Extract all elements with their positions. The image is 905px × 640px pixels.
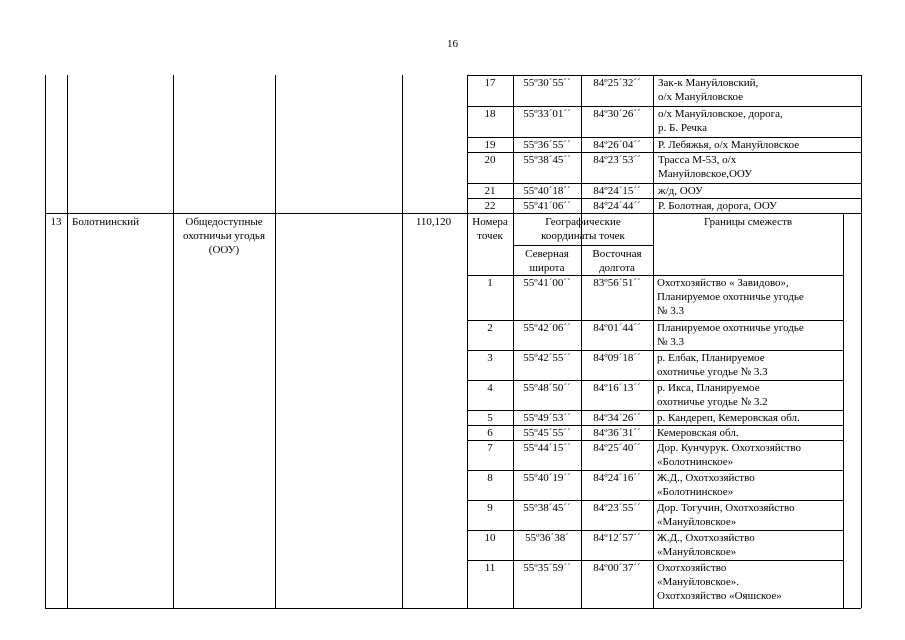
longitude: 84º34´26´´ <box>593 412 641 424</box>
column-rule-empty <box>275 75 276 608</box>
point-number: 7 <box>487 442 493 454</box>
border-description: Кемеровская обл. <box>657 427 739 439</box>
latitude: 55º41´00´´ <box>523 277 571 289</box>
district-row-top-rule <box>45 213 861 214</box>
longitude: 84º00´37´´ <box>593 562 641 574</box>
point-number: 8 <box>487 472 493 484</box>
point-row-rule <box>467 560 843 561</box>
border-description: ж/д, ООУ <box>658 185 703 197</box>
point-number: 1 <box>487 277 493 289</box>
border-description: Дор. Тогучин, Охотхозяйство «Мануйловское» <box>657 502 795 528</box>
district-name: Болотнинский <box>72 216 139 228</box>
longitude: 84º30´26´´ <box>593 108 641 120</box>
point-number: 11 <box>484 562 496 574</box>
border-description: Охотхозяйство « Завидово», Планируемое охотничье угодье № 3.3 <box>657 277 804 317</box>
longitude: 84º12´57´´ <box>593 532 641 544</box>
point-number: 20 <box>484 154 496 166</box>
longitude: 84º24´44´´ <box>593 200 641 212</box>
longitude: 84º23´53´´ <box>593 154 641 166</box>
border-description: Ж.Д., Охотхозяйство «Мануйловское» <box>657 532 755 558</box>
column-rule-outer-margin <box>861 213 862 608</box>
point-row-rule <box>467 320 843 321</box>
column-rule-outer-upper <box>861 75 862 213</box>
table-bottom-rule <box>45 608 861 609</box>
latitude: 55º44´15´´ <box>523 442 571 454</box>
point-number: 18 <box>484 108 496 120</box>
coordinates-header-rule <box>513 245 653 246</box>
hunting-ground-type: Общедоступные охотничьи угодья (ООУ) <box>182 216 266 256</box>
border-description: Планируемое охотничье угодье № 3.3 <box>657 322 804 348</box>
point-number: 17 <box>484 77 496 89</box>
point-row-rule <box>467 500 843 501</box>
column-rule-area <box>402 75 403 608</box>
latitude: 55º36´38´ <box>525 532 569 544</box>
longitude: 84º25´32´´ <box>593 77 641 89</box>
latitude: 55º42´06´´ <box>523 322 571 334</box>
point-row-rule <box>467 380 843 381</box>
longitude: 84º01´44´´ <box>593 322 641 334</box>
latitude: 55º41´06´´ <box>523 200 571 212</box>
border-description: Трасса М-53, о/х Мануйловское,ООУ <box>658 154 753 180</box>
longitude: 84º09´18´´ <box>593 352 641 364</box>
border-description: Зак-к Мануйловский, о/х Мануйловское <box>658 77 759 103</box>
border-description: Р. Болотная, дорога, ООУ <box>658 200 777 212</box>
point-row-rule <box>467 530 843 531</box>
border-description: р. Елбак, Планируемое охотничье угодье № 3.3 <box>657 352 768 378</box>
longitude: 84º26´04´´ <box>593 139 641 151</box>
point-number: 6 <box>487 427 493 439</box>
point-row-rule <box>467 425 843 426</box>
latitude: 55º36´55´´ <box>523 139 571 151</box>
longitude: 84º25´40´´ <box>593 442 641 454</box>
district-index: 13 <box>50 216 62 228</box>
page-number: 16 <box>447 38 458 50</box>
latitude: 55º38´45´´ <box>523 154 571 166</box>
border-description: р. Икса, Планируемое охотничье угодье № 3.2 <box>657 382 768 408</box>
point-number: 19 <box>484 139 496 151</box>
longitude: 84º24´15´´ <box>593 185 641 197</box>
latitude: 55º45´55´´ <box>523 427 571 439</box>
latitude: 55º48´50´´ <box>523 382 571 394</box>
latitude: 55º40´19´´ <box>523 472 571 484</box>
point-row-rule <box>467 440 843 441</box>
point-number: 5 <box>487 412 493 424</box>
point-number: 10 <box>484 532 496 544</box>
border-description: Ж.Д., Охотхозяйство «Болотнинское» <box>657 472 755 498</box>
column-rule-border <box>653 75 654 608</box>
point-number: 21 <box>484 185 496 197</box>
border-description: р. Кандереп, Кемеровская обл. <box>657 412 800 424</box>
column-rule-district <box>67 75 68 608</box>
latitude: 55º40´18´´ <box>523 185 571 197</box>
point-number: 22 <box>484 200 496 212</box>
point-number: 2 <box>487 322 493 334</box>
area-value: 110,120 <box>415 216 452 228</box>
point-row-rule <box>467 350 843 351</box>
point-number: 9 <box>487 502 493 514</box>
border-description: Р. Лебяжья, о/х Мануйловское <box>658 139 800 151</box>
points-header: Номера точек <box>472 216 508 242</box>
longitude: 84º16´13´´ <box>593 382 641 394</box>
border-description: Дор. Кунчурук. Охотхозяйство «Болотнинское» <box>657 442 801 468</box>
coordinates-header: Географические координаты точек <box>541 216 625 242</box>
border-description: Охотхозяйство «Мануйловское». Охотхозяйство «Ояшское» <box>657 562 782 602</box>
latitude: 55º30´55´´ <box>523 77 571 89</box>
longitude: 84º36´31´´ <box>593 427 641 439</box>
column-rule-type <box>173 75 174 608</box>
longitude: 83º56´51´´ <box>593 277 641 289</box>
borders-header: Границы смежеств <box>703 216 793 228</box>
point-number: 4 <box>487 382 493 394</box>
longitude-header: Восточная долгота <box>592 248 642 274</box>
table-left-border <box>45 75 46 608</box>
latitude: 55º38´45´´ <box>523 502 571 514</box>
point-row-rule <box>467 410 843 411</box>
latitude: 55º49´53´´ <box>523 412 571 424</box>
latitude: 55º33´01´´ <box>523 108 571 120</box>
longitude: 84º23´55´´ <box>593 502 641 514</box>
point-row-rule <box>467 470 843 471</box>
latitude: 55º42´55´´ <box>523 352 571 364</box>
latitude: 55º35´59´´ <box>523 562 571 574</box>
longitude: 84º24´16´´ <box>593 472 641 484</box>
border-description: о/х Мануйловское, дорога, р. Б. Речка <box>658 108 783 134</box>
point-number: 3 <box>487 352 493 364</box>
latitude-header: Северная широта <box>525 248 569 274</box>
